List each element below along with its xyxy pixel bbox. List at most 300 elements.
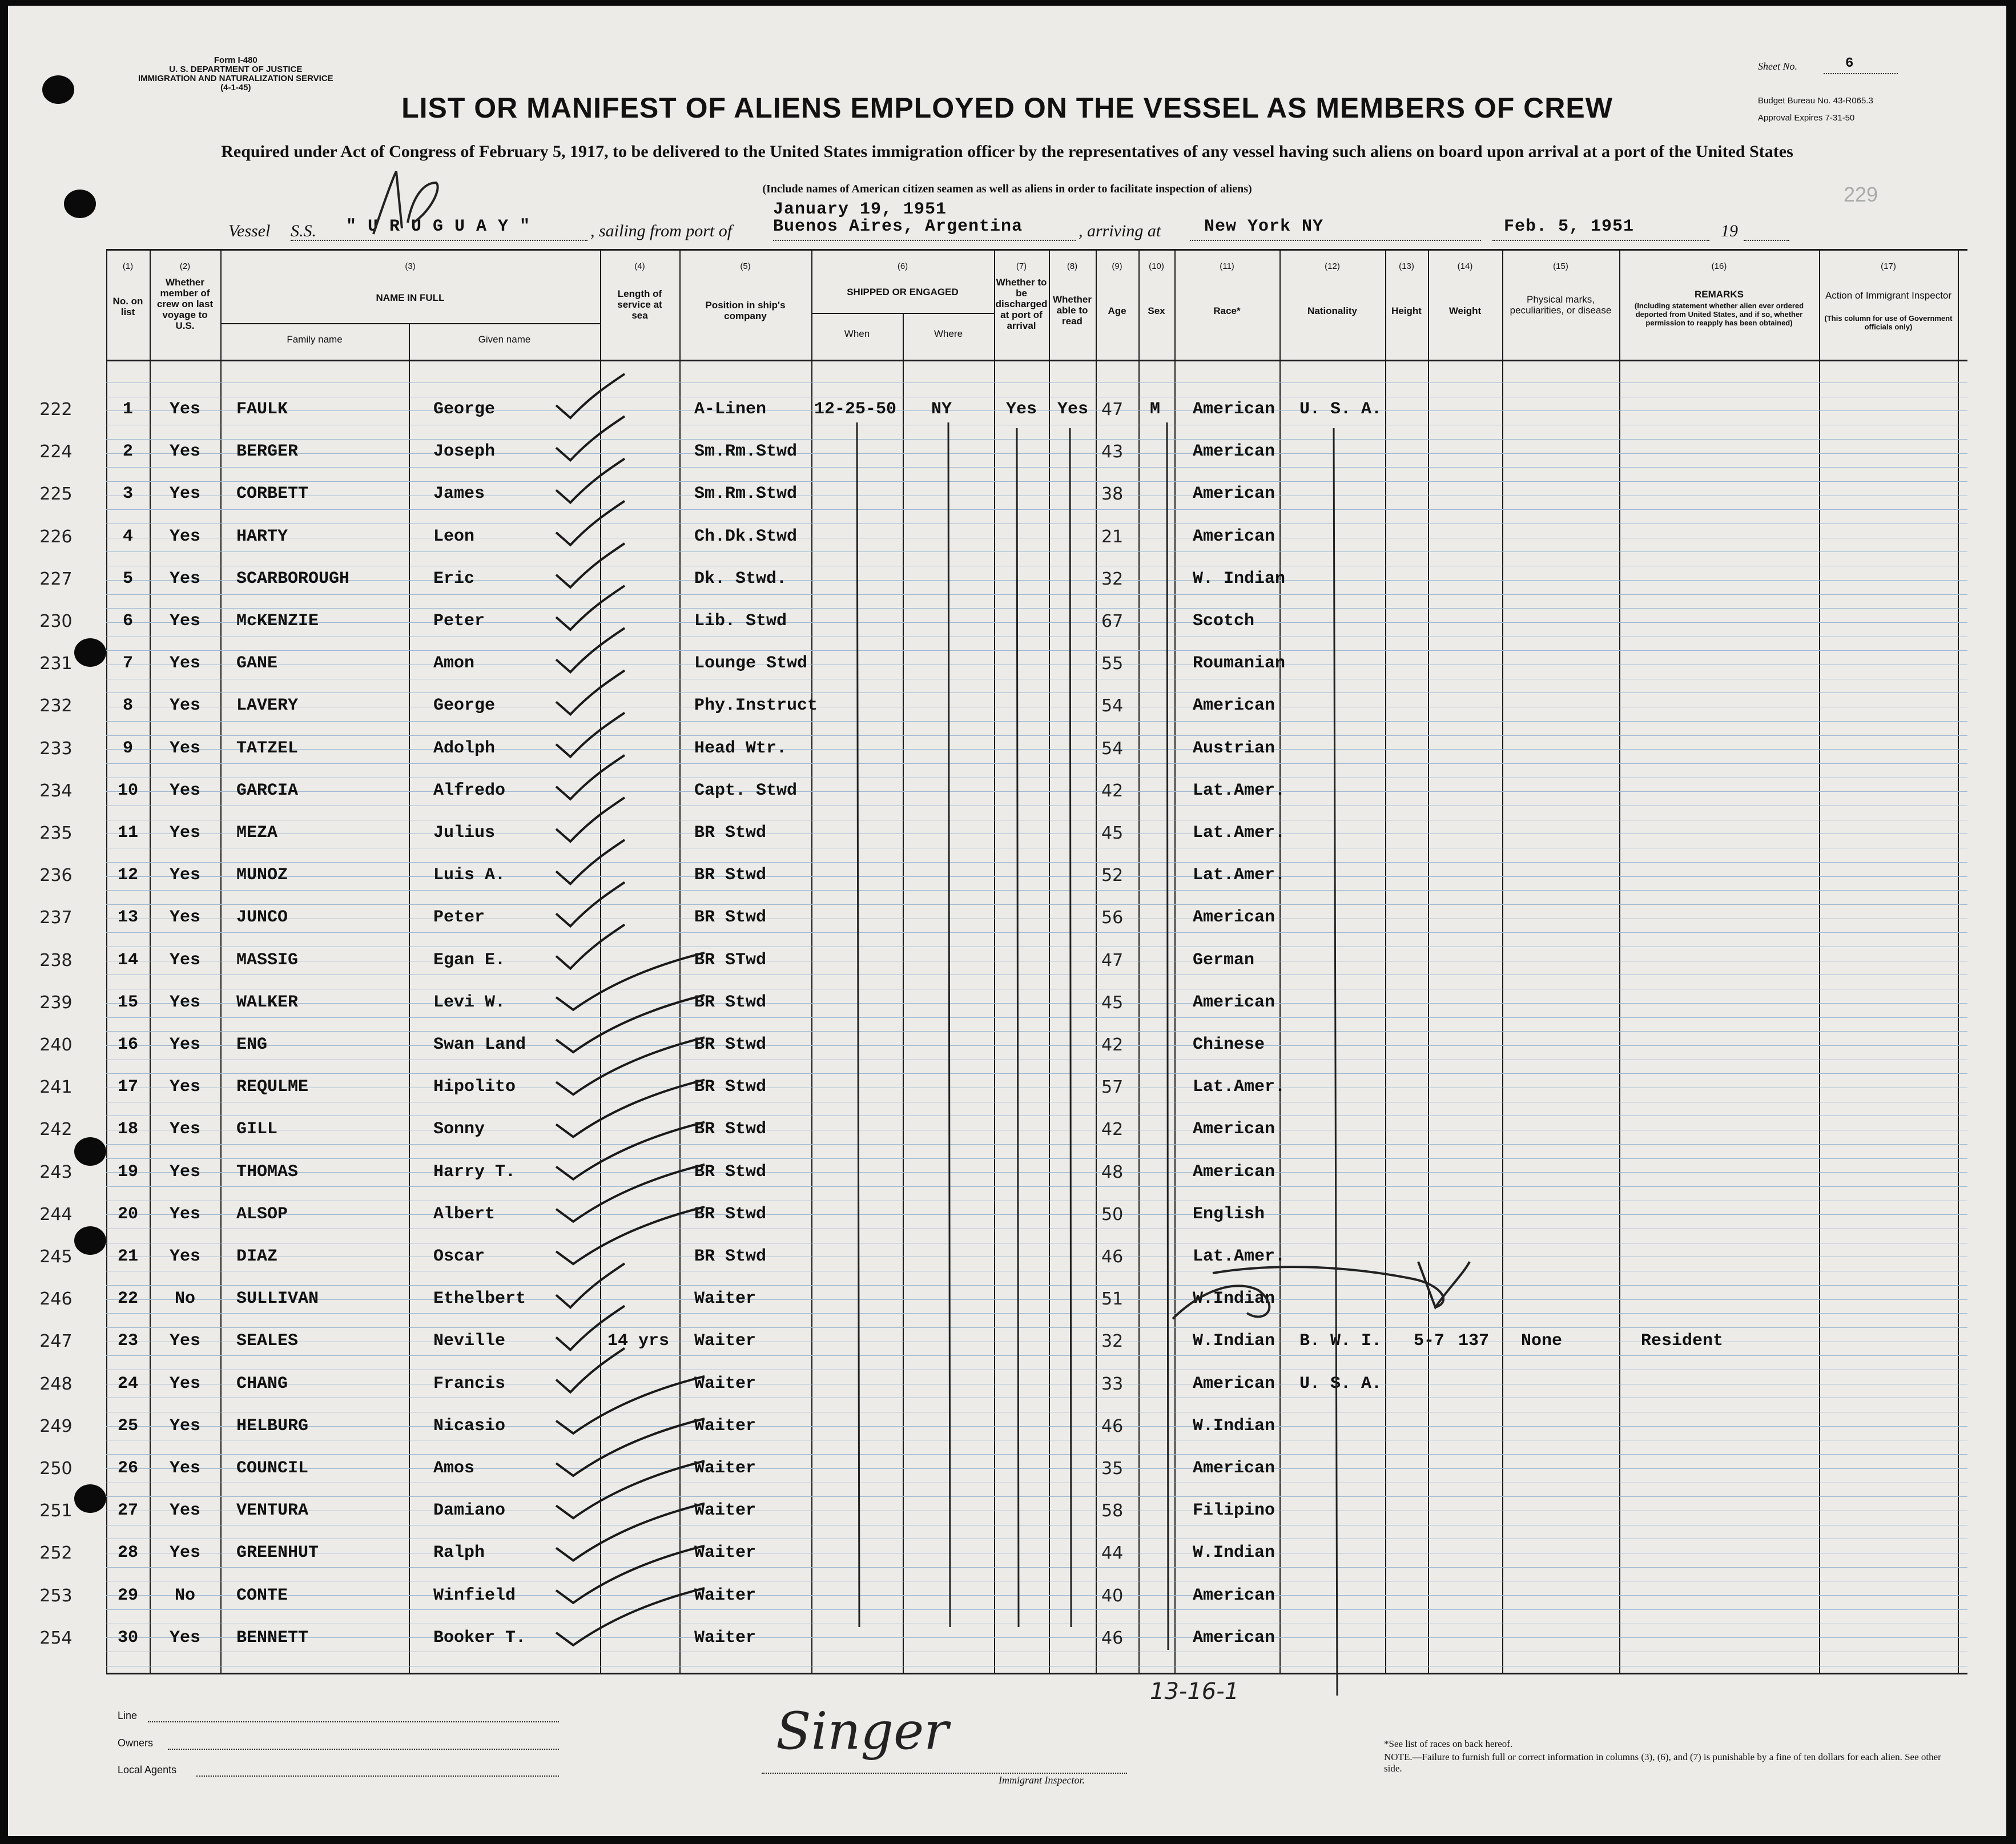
age: 40	[1101, 1586, 1124, 1606]
col-header-weight: Weight	[1448, 305, 1482, 316]
position: Waiter	[694, 1543, 756, 1563]
age: 56	[1101, 908, 1124, 928]
last-voyage: Yes	[169, 1247, 200, 1266]
position: Waiter	[694, 1459, 756, 1478]
position: Sm.Rm.Stwd	[694, 484, 798, 504]
race: American	[1193, 1120, 1275, 1139]
position: Ch.Dk.Stwd	[694, 527, 798, 546]
col-header-read: Whether able to read	[1053, 294, 1092, 327]
age: 48	[1101, 1162, 1124, 1182]
last-voyage: Yes	[169, 527, 200, 546]
row-list-number: 27	[117, 1501, 138, 1520]
col-header-inspector-action: Action of Immigrant Inspector	[1825, 290, 1952, 301]
col-header-age: Age	[1108, 305, 1126, 316]
row-list-number: 16	[117, 1035, 138, 1054]
form-identifier: Form I-480 U. S. DEPARTMENT OF JUSTICE IMMIGRATION AND NATURALIZATION SERVICE (4-1-45)	[138, 55, 333, 92]
given-name: Albert	[433, 1205, 496, 1224]
last-voyage: Yes	[169, 1331, 200, 1351]
position: Waiter	[694, 1289, 756, 1308]
last-voyage: Yes	[169, 569, 200, 589]
nationality: B. W. I.	[1299, 1331, 1382, 1351]
shipped-where: NY	[931, 400, 952, 419]
given-name: Damiano	[433, 1501, 506, 1520]
age: 42	[1101, 1035, 1124, 1055]
family-name: FAULK	[236, 400, 288, 419]
row-list-number: 13	[117, 908, 138, 927]
given-name: Nicasio	[433, 1416, 506, 1436]
last-voyage: Yes	[169, 1543, 200, 1563]
family-name: MEZA	[236, 823, 278, 843]
arriving-label: , arriving at	[1079, 222, 1161, 240]
row-number-annotation: 242	[39, 1120, 73, 1140]
col-header-height: Height	[1391, 305, 1422, 316]
row-list-number: 19	[117, 1162, 138, 1182]
inspector-label: Immigrant Inspector.	[999, 1774, 1085, 1786]
family-name: SCARBOROUGH	[236, 569, 350, 589]
race: American	[1193, 484, 1275, 504]
row-list-number: 24	[117, 1374, 138, 1394]
row-list-number: 9	[122, 739, 133, 758]
position: BR STwd	[694, 951, 767, 970]
vessel-prefix: S.S.	[291, 222, 316, 240]
family-name: DIAZ	[236, 1247, 278, 1266]
race: Filipino	[1193, 1501, 1275, 1520]
race: Lat.Amer.	[1193, 1077, 1286, 1097]
family-name: MUNOZ	[236, 865, 288, 885]
row-number-annotation: 245	[39, 1247, 73, 1267]
row-number-annotation: 244	[39, 1205, 73, 1225]
row-number-annotation: 248	[39, 1374, 73, 1394]
race: American	[1193, 908, 1275, 927]
owners-label: Owners	[118, 1737, 154, 1749]
given-name: Joseph	[433, 442, 496, 461]
arrival-date: Feb. 5, 1951	[1504, 217, 1635, 236]
given-name: Amon	[433, 654, 475, 673]
age: 43	[1101, 442, 1124, 462]
age: 54	[1101, 696, 1124, 716]
last-voyage: Yes	[169, 1501, 200, 1520]
last-voyage: Yes	[169, 1374, 200, 1394]
race: W. Indian	[1193, 569, 1286, 589]
race: Chinese	[1193, 1035, 1265, 1054]
given-name: Swan Land	[433, 1035, 526, 1054]
race: German	[1193, 951, 1255, 970]
given-name: Winfield	[433, 1586, 516, 1605]
col-header-service: Length of service at sea	[617, 288, 662, 321]
row-number-annotation: 233	[39, 739, 73, 759]
family-name: GREENHUT	[236, 1543, 319, 1563]
row-number-annotation: 222	[39, 400, 73, 420]
last-voyage: Yes	[169, 1628, 200, 1648]
family-name: McKENZIE	[236, 611, 319, 631]
age: 45	[1101, 823, 1124, 843]
family-name: VENTURA	[236, 1501, 309, 1520]
row-number-annotation: 239	[39, 993, 73, 1013]
sheet-number: 6	[1845, 56, 1854, 71]
race: Lat.Amer.	[1193, 865, 1286, 885]
position: Waiter	[694, 1586, 756, 1605]
age: 47	[1101, 951, 1124, 971]
race: Lat.Amer.	[1193, 823, 1286, 843]
subtitle-note: (Include names of American citizen seamen as well as aliens in order to facilitate inspection of aliens)	[762, 183, 1252, 195]
row-list-number: 5	[122, 569, 133, 589]
row-list-number: 2	[122, 442, 133, 461]
physical-marks: None	[1521, 1331, 1563, 1351]
position: Lounge Stwd	[694, 654, 808, 673]
row-list-number: 11	[117, 823, 138, 843]
file-code: 13-16-1	[1150, 1678, 1240, 1705]
row-list-number: 6	[122, 611, 133, 631]
last-voyage: Yes	[169, 696, 200, 715]
row-list-number: 17	[117, 1077, 138, 1097]
family-name: SULLIVAN	[236, 1289, 319, 1308]
family-name: SEALES	[236, 1331, 299, 1351]
row-number-annotation: 238	[39, 951, 73, 971]
position: Capt. Stwd	[694, 781, 798, 800]
row-list-number: 3	[122, 484, 133, 504]
row-number-annotation: 250	[39, 1459, 73, 1479]
given-name: Booker T.	[433, 1628, 526, 1648]
row-number-annotation: 251	[39, 1501, 73, 1521]
age: 21	[1101, 527, 1124, 547]
family-name: WALKER	[236, 993, 299, 1012]
given-name: Alfredo	[433, 781, 506, 800]
col-header-discharged: Whether to be discharged at port of arrival	[995, 277, 1048, 331]
race: American	[1193, 527, 1275, 546]
row-number-annotation: 249	[39, 1416, 73, 1436]
position: BR Stwd	[694, 865, 767, 885]
position: BR Stwd	[694, 993, 767, 1012]
race: American	[1193, 1162, 1275, 1182]
penalty-note: NOTE.—Failure to furnish full or correct information in columns (3), (6), and (7) is punishable by a fine of ten dollars for each alien. See other side.	[1384, 1752, 1941, 1774]
row-number-annotation: 240	[39, 1035, 73, 1055]
col-header-name: NAME IN FULL	[376, 292, 445, 303]
nationality: U. S. A.	[1299, 400, 1382, 419]
page-title: LIST OR MANIFEST OF ALIENS EMPLOYED ON THE VESSEL AS MEMBERS OF CREW	[401, 92, 1613, 124]
given-name: Sonny	[433, 1120, 485, 1139]
inspector-signature: Singer	[776, 1701, 949, 1761]
row-number-annotation: 230	[39, 611, 73, 631]
position: BR Stwd	[694, 1247, 767, 1266]
race: Scotch	[1193, 611, 1255, 631]
row-list-number: 23	[117, 1331, 138, 1351]
age: 51	[1101, 1289, 1124, 1309]
position: Waiter	[694, 1628, 756, 1648]
row-number-annotation: 253	[39, 1586, 73, 1606]
given-name: Levi W.	[433, 993, 506, 1012]
line-label: Line	[118, 1710, 138, 1721]
race: American	[1193, 1374, 1275, 1394]
race: American	[1193, 1586, 1275, 1605]
weight: 137	[1458, 1331, 1490, 1351]
given-name: Peter	[433, 611, 485, 631]
col-header-no: No. on list	[112, 296, 143, 317]
age: 46	[1101, 1416, 1124, 1436]
race: American	[1193, 1459, 1275, 1478]
row-list-number: 20	[117, 1205, 138, 1224]
age: 54	[1101, 739, 1124, 759]
sheet-label: Sheet No.	[1758, 61, 1797, 72]
position: Waiter	[694, 1501, 756, 1520]
col-header-when: When	[844, 328, 870, 339]
family-name: COUNCIL	[236, 1459, 309, 1478]
given-name: Peter	[433, 908, 485, 927]
vessel-label: Vessel	[228, 222, 271, 240]
race: W.Indian	[1193, 1416, 1275, 1436]
col-header-sex: Sex	[1148, 305, 1165, 316]
age: 45	[1101, 993, 1124, 1013]
given-name: Francis	[433, 1374, 506, 1394]
row-number-annotation: 246	[39, 1289, 73, 1309]
given-name: Julius	[433, 823, 496, 843]
race: American	[1193, 400, 1275, 419]
race: W.Indian	[1193, 1331, 1275, 1351]
given-name: George	[433, 400, 496, 419]
able-to-read: Yes	[1057, 400, 1089, 419]
sailing-date: January 19, 1951	[773, 200, 947, 219]
row-list-number: 7	[122, 654, 133, 673]
col-header-nationality: Nationality	[1307, 305, 1357, 316]
row-number-annotation: 243	[39, 1162, 73, 1182]
age: 47	[1101, 400, 1124, 420]
family-name: HELBURG	[236, 1416, 309, 1436]
last-voyage: Yes	[169, 400, 200, 419]
race: English	[1193, 1205, 1265, 1224]
race: Roumanian	[1193, 654, 1286, 673]
last-voyage: Yes	[169, 1077, 200, 1097]
last-voyage: Yes	[169, 654, 200, 673]
age: 55	[1101, 654, 1124, 674]
position: Head Wtr.	[694, 739, 787, 758]
races-note: *See list of races on back hereof.	[1384, 1738, 1513, 1749]
last-voyage: No	[174, 1289, 195, 1308]
last-voyage: Yes	[169, 739, 200, 758]
manifest-sheet: Form I-480 U. S. DEPARTMENT OF JUSTICE IMMIGRATION AND NATURALIZATION SERVICE (4-1-45) LIST OR MANIFEST OF ALIENS EMPLOYED ON THE VESSEL AS MEMBERS OF CREW Sheet No. 6 Budget Bureau No. 43-R065.3 Approval Expires 7-31-50 229 Required under Act of Congress of February 5, 1917, to be delivered to the United States immigration officer by the representatives of any vessel having such aliens on board upon arrival at a port of the United States (Include names of American citizen seamen as well as aliens in order to facilitate inspection of aliens) Vessel S.S. " U R U G U A Y " , sailing from port of January 19, 1951 Buenos Aires, Argentina , arriving at New York NY Feb. 5, 1951 19 (1) No. on list (2) Whether member of crew on last voyage to U.S. (3) NAME IN FULL Family name Given name (4) Length of service at sea (5) Position in ship's company (6) SHIPPED OR ENGAGED When Where (7) Whether to be discharged at port of arrival (8) Whether able to read (9) Age (10) Sex (11) Race* (12) Nationality (13) Height (14) Weight (15) Physical marks, peculiarities, or disease (16) REMARKS (Including statement whether alien ever ordered deported from United States, and if so, whether permission to reapply has been obtained) (17) Action of Immigrant Inspector (This column for use of Government officials only) 222 1 Yes FAULK George A-Linen 12-25-50 NY Yes Yes 47 M American U. S. A. 224 2 Yes BERGER Joseph Sm.Rm.Stwd 43 American 225 3 Yes CORBETT James Sm.Rm.Stwd 38 American 226 4 Yes HARTY Leon Ch.Dk.Stwd 21 American 227 5 Yes SCARBOROUGH Eric Dk. Stwd. 32 W. Indian 230 6 Yes McKENZIE Peter Lib. Stwd 67 Scotch 231 7 Yes GANE Amon Lounge Stwd 55 Roumanian 232 8 Yes LAVERY George Phy.Instruct 54 American 233 9 Yes TATZEL Adolph Head Wtr. 54 Austrian 234 10 Yes GARCIA Alfredo Capt. Stwd 42 Lat.Amer. 235 11 Yes MEZA Julius BR Stwd 45 Lat.Amer. 236 12 Yes MUNOZ Luis A. BR Stwd 52 Lat.Amer. 237 13 Yes JUNCO Peter BR Stwd 56 American 238 14 Yes MASSIG Egan E. BR STwd 47 German 239 15 Yes WALKER Levi W. BR Stwd 45 American 240 16 Yes ENG Swan Land BR Stwd 42 Chinese 241 17 Yes REQULME Hipolito BR Stwd 57 Lat.Amer. 242 18 Yes GILL Sonny BR Stwd 42 American 243 19 Yes THOMAS Harry T. BR Stwd 48 American 244 20 Yes ALSOP Albert BR Stwd 50 English 245 21 Yes DIAZ Oscar BR Stwd 46 Lat.Amer. 246 22 No SULLIVAN Ethelbert Waiter 51 W.Indian 247 23 Yes SEALES Neville 14 yrs Waiter 32 W.Indian B. W. I. 5-7 137 None Resident 248 24 Yes CHANG Francis Waiter 33 American U. S. A. 249 25 Yes HELBURG Nicasio Waiter 46 W.Indian 250 26 Yes COUNCIL Amos Waiter 35 American 251 27 Yes VENTURA Damiano Waiter 58 Filipino 252 28 Yes GREENHUT Ralph Waiter 44 W.Indian 253 29 No CONTE Winfield Waiter 40 American 254 30 Yes BENNETT Booker T. Waiter 46 American Line Owners Local Agents 13-16-1 Singer Immigrant Inspector. *See list of races on back hereof. NOTE.—Failure to furnish full or correct information in columns (3), (6), and (7) is punishable by a fine of ten dollars for each alien. See other side.	[8, 6, 2006, 1836]
shipped-when: 12-25-50	[814, 400, 897, 419]
discharged: Yes	[1006, 400, 1037, 419]
last-voyage: Yes	[169, 1416, 200, 1436]
last-voyage: Yes	[169, 951, 200, 970]
row-list-number: 1	[122, 400, 133, 419]
last-voyage: Yes	[169, 865, 200, 885]
last-voyage: Yes	[169, 781, 200, 800]
col-header-shipped: SHIPPED OR ENGAGED	[847, 287, 959, 297]
row-list-number: 25	[117, 1416, 138, 1436]
age: 42	[1101, 1120, 1124, 1140]
col-header-physical-marks: Physical marks, peculiarities, or disease	[1510, 294, 1612, 316]
sailing-label: , sailing from port of	[590, 222, 733, 240]
row-number-annotation: 241	[39, 1077, 73, 1097]
sailing-port: Buenos Aires, Argentina	[773, 217, 1023, 236]
last-voyage: Yes	[169, 1459, 200, 1478]
family-name: ENG	[236, 1035, 268, 1054]
given-name: Harry T.	[433, 1162, 516, 1182]
row-list-number: 22	[117, 1289, 138, 1308]
subtitle: Required under Act of Congress of February 5, 1917, to be delivered to the United States immigration officer by the representatives of any vessel having such aliens on board upon arrival at a port of the United States	[221, 142, 1793, 161]
age: 32	[1101, 569, 1124, 589]
col-header-remarks-note: (Including statement whether alien ever ordered deported from United States, and if so, whether permission to reapply has been obtained)	[1634, 301, 1804, 327]
last-voyage: Yes	[169, 1162, 200, 1182]
age: 52	[1101, 865, 1124, 885]
col-header-family-name: Family name	[287, 334, 343, 345]
row-number-annotation: 226	[39, 527, 73, 547]
last-voyage: Yes	[169, 823, 200, 843]
given-name: Neville	[433, 1331, 506, 1351]
family-name: GARCIA	[236, 781, 299, 800]
given-name: Hipolito	[433, 1077, 516, 1097]
col-header-position: Position in ship's company	[705, 300, 786, 321]
family-name: THOMAS	[236, 1162, 299, 1182]
last-voyage: Yes	[169, 484, 200, 504]
last-voyage: Yes	[169, 908, 200, 927]
row-list-number: 10	[117, 781, 138, 800]
row-number-annotation: 236	[39, 865, 73, 885]
family-name: TATZEL	[236, 739, 299, 758]
position: Waiter	[694, 1416, 756, 1436]
given-name: Amos	[433, 1459, 475, 1478]
position: Waiter	[694, 1374, 756, 1394]
family-name: BERGER	[236, 442, 299, 461]
row-number-annotation: 234	[39, 781, 73, 801]
arriving-port: New York NY	[1204, 217, 1324, 236]
position: Phy.Instruct	[694, 696, 818, 715]
row-list-number: 30	[117, 1628, 138, 1648]
age: 32	[1101, 1331, 1124, 1351]
given-name: Luis A.	[433, 865, 506, 885]
col-header-given-name: Given name	[478, 334, 531, 345]
position: BR Stwd	[694, 908, 767, 927]
remarks: Resident	[1641, 1331, 1724, 1351]
family-name: MASSIG	[236, 951, 299, 970]
race: Lat.Amer.	[1193, 1247, 1286, 1266]
row-number-annotation: 254	[39, 1628, 73, 1648]
correction-scribble	[1167, 1256, 1475, 1336]
last-voyage: Yes	[169, 611, 200, 631]
last-voyage: No	[174, 1586, 195, 1605]
nationality: U. S. A.	[1299, 1374, 1382, 1394]
given-name: Ethelbert	[433, 1289, 526, 1308]
age: 44	[1101, 1543, 1124, 1563]
family-name: REQULME	[236, 1077, 309, 1097]
position: BR Stwd	[694, 1035, 767, 1054]
col-header-last-voyage: Whether member of crew on last voyage to U.S.	[156, 277, 214, 331]
row-number-annotation: 227	[39, 569, 73, 589]
row-list-number: 12	[117, 865, 138, 885]
row-list-number: 28	[117, 1543, 138, 1563]
race: American	[1193, 442, 1275, 461]
height: 5-7	[1414, 1331, 1445, 1351]
family-name: GILL	[236, 1120, 278, 1139]
ditto-marks	[8, 6, 2006, 1836]
given-name: Oscar	[433, 1247, 485, 1266]
vessel-name: " U R U G U A Y "	[346, 217, 531, 236]
age: 42	[1101, 781, 1124, 801]
last-voyage: Yes	[169, 442, 200, 461]
service-length: 14 yrs	[607, 1331, 670, 1351]
position: BR Stwd	[694, 1077, 767, 1097]
age: 46	[1101, 1628, 1124, 1648]
budget-info: Budget Bureau No. 43-R065.3 Approval Expires 7-31-50	[1758, 96, 1873, 123]
position: BR Stwd	[694, 1205, 767, 1224]
race: W.Indian	[1193, 1289, 1275, 1308]
col-header-inspector-note: (This column for use of Government officials only)	[1824, 314, 1953, 331]
position: A-Linen	[694, 400, 767, 419]
given-name: James	[433, 484, 485, 504]
row-number-annotation: 224	[39, 442, 73, 462]
year-label: 19	[1721, 222, 1738, 240]
row-number-annotation: 232	[39, 696, 73, 716]
family-name: BENNETT	[236, 1628, 309, 1648]
row-list-number: 4	[122, 527, 133, 546]
position: Sm.Rm.Stwd	[694, 442, 798, 461]
given-name: Ralph	[433, 1543, 485, 1563]
pencil-number: 229	[1844, 183, 1878, 206]
age: 35	[1101, 1459, 1124, 1479]
row-list-number: 15	[117, 993, 138, 1012]
family-name: JUNCO	[236, 908, 288, 927]
position: Dk. Stwd.	[694, 569, 787, 589]
age: 38	[1101, 484, 1124, 504]
family-name: HARTY	[236, 527, 288, 546]
given-name: George	[433, 696, 496, 715]
row-list-number: 21	[117, 1247, 138, 1266]
age: 33	[1101, 1374, 1124, 1394]
age: 46	[1101, 1247, 1124, 1267]
last-voyage: Yes	[169, 1035, 200, 1054]
position: BR Stwd	[694, 1162, 767, 1182]
row-list-number: 29	[117, 1586, 138, 1605]
row-list-number: 8	[122, 696, 133, 715]
row-number-annotation: 247	[39, 1331, 73, 1351]
race: Lat.Amer.	[1193, 781, 1286, 800]
given-name: Egan E.	[433, 951, 506, 970]
row-number-annotation: 235	[39, 823, 73, 843]
col-header-remarks: REMARKS	[1695, 289, 1744, 300]
row-number-annotation: 225	[39, 484, 73, 504]
last-voyage: Yes	[169, 993, 200, 1012]
row-number-annotation: 252	[39, 1543, 73, 1563]
given-name: Adolph	[433, 739, 496, 758]
row-number-annotation: 237	[39, 908, 73, 928]
local-agents-label: Local Agents	[118, 1764, 177, 1775]
row-number-annotation: 231	[39, 654, 73, 674]
position: BR Stwd	[694, 1120, 767, 1139]
race: American	[1193, 993, 1275, 1012]
family-name: GANE	[236, 654, 278, 673]
race: Austrian	[1193, 739, 1275, 758]
age: 67	[1101, 611, 1124, 631]
row-list-number: 26	[117, 1459, 138, 1478]
family-name: CORBETT	[236, 484, 309, 504]
row-list-number: 18	[117, 1120, 138, 1139]
family-name: ALSOP	[236, 1205, 288, 1224]
row-list-number: 14	[117, 951, 138, 970]
race: W.Indian	[1193, 1543, 1275, 1563]
position: Lib. Stwd	[694, 611, 787, 631]
race: American	[1193, 1628, 1275, 1648]
age: 57	[1101, 1077, 1124, 1097]
age: 50	[1101, 1205, 1124, 1225]
given-name: Leon	[433, 527, 475, 546]
age: 58	[1101, 1501, 1124, 1521]
family-name: CONTE	[236, 1586, 288, 1605]
position: Waiter	[694, 1331, 756, 1351]
position: BR Stwd	[694, 823, 767, 843]
col-header-where: Where	[933, 328, 963, 339]
family-name: CHANG	[236, 1374, 288, 1394]
sex: M	[1150, 400, 1161, 419]
family-name: LAVERY	[236, 696, 299, 715]
